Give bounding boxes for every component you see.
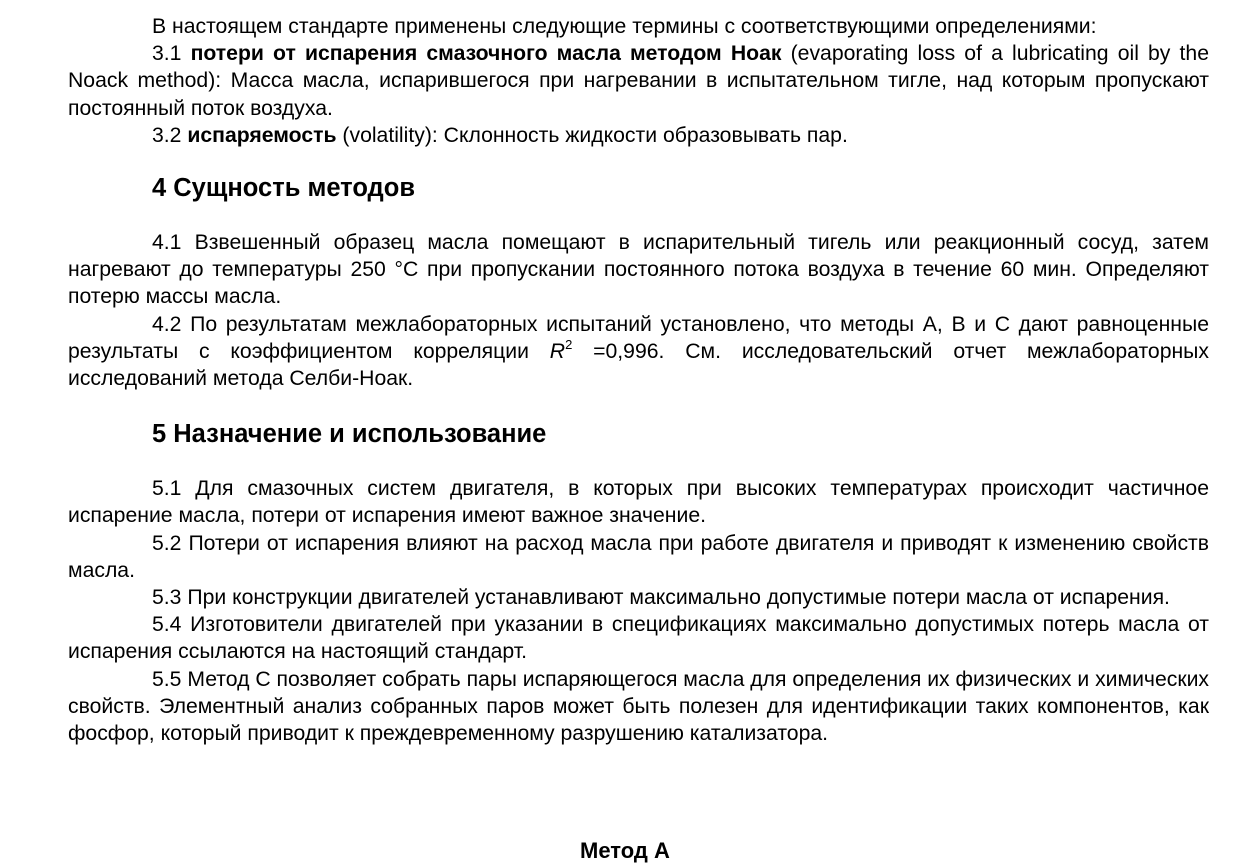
paragraph-5-5: 5.5 Метод С позволяет собрать пары испаряющегося масла для определения их физических и химических свойств. Элементный анализ собранных паров может быть полезен для идентификации таких компонентов, как фосфор, который приводит к преждевременному разрушению катализатора. bbox=[68, 667, 1210, 746]
next-heading-fragment: Метод А bbox=[580, 838, 670, 863]
intro-paragraph: В настоящем стандарте применены следующие термины с соответствующими определениями: bbox=[152, 15, 1097, 38]
correlation-exponent: 2 bbox=[565, 336, 573, 352]
paragraph-4-1: 4.1 Взвешенный образец масла помещают в испарительный тигель или реакционный сосуд, затем нагревают до температуры 250 °С при пропускании постоянного потока воздуха в течение 60 мин. Определяют потерю массы масла. bbox=[68, 231, 1209, 309]
section-5-heading: 5 Назначение и использование bbox=[152, 420, 547, 449]
term-3-1-title: потери от испарения смазочного масла методом Ноак bbox=[190, 42, 782, 66]
document-page bbox=[68, 13, 1209, 747]
term-3-1-number: 3.1 bbox=[152, 42, 182, 66]
paragraph-4-2-text-b: =0,996. См. исследовательский отчет межлабораторных исследований метода Селби-Ноак. bbox=[68, 339, 1210, 391]
paragraph-5-4: 5.4 Изготовители двигателей при указании в спецификациях максимально допустимых потерь масла от испарения ссылаются на настоящий стандарт. bbox=[68, 613, 1209, 664]
term-3-1-definition: (evaporating loss of a lubricating oil by the Noack method): Масса масла, испарившегося при нагревании в испытательном тигле, над которым пропускают постоянный поток воздуха. bbox=[68, 42, 1209, 120]
paragraph-4-2-text-a: 4.2 По результатам межлабораторных испытаний установлено, что методы А, В и С дают равноценные результаты с коэффициентом корреляции bbox=[68, 312, 1209, 363]
paragraph-4-2 bbox=[68, 311, 1209, 393]
paragraph-5-1: 5.1 Для смазочных систем двигателя, в которых при высоких температурах происходит частичное испарение масла, потери от испарения имеют важное значение. bbox=[68, 477, 1209, 528]
term-3-2-number: 3.2 bbox=[152, 123, 182, 147]
term-3-2-title: испаряемость bbox=[187, 123, 337, 147]
term-3-2 bbox=[68, 122, 1209, 149]
section-4-heading: 4 Сущность методов bbox=[152, 174, 415, 203]
correlation-variable: R bbox=[549, 339, 566, 363]
paragraph-5-2: 5.2 Потери от испарения влияют на расход масла при работе двигателя и приводят к изменению свойств масла. bbox=[68, 531, 1209, 582]
term-3-1 bbox=[68, 40, 1209, 122]
term-3-2-definition: (volatility): Склонность жидкости образовывать пар. bbox=[336, 123, 848, 147]
paragraph-5-3: 5.3 При конструкции двигателей устанавливают максимально допустимые потери масла от испарения. bbox=[152, 586, 1170, 610]
